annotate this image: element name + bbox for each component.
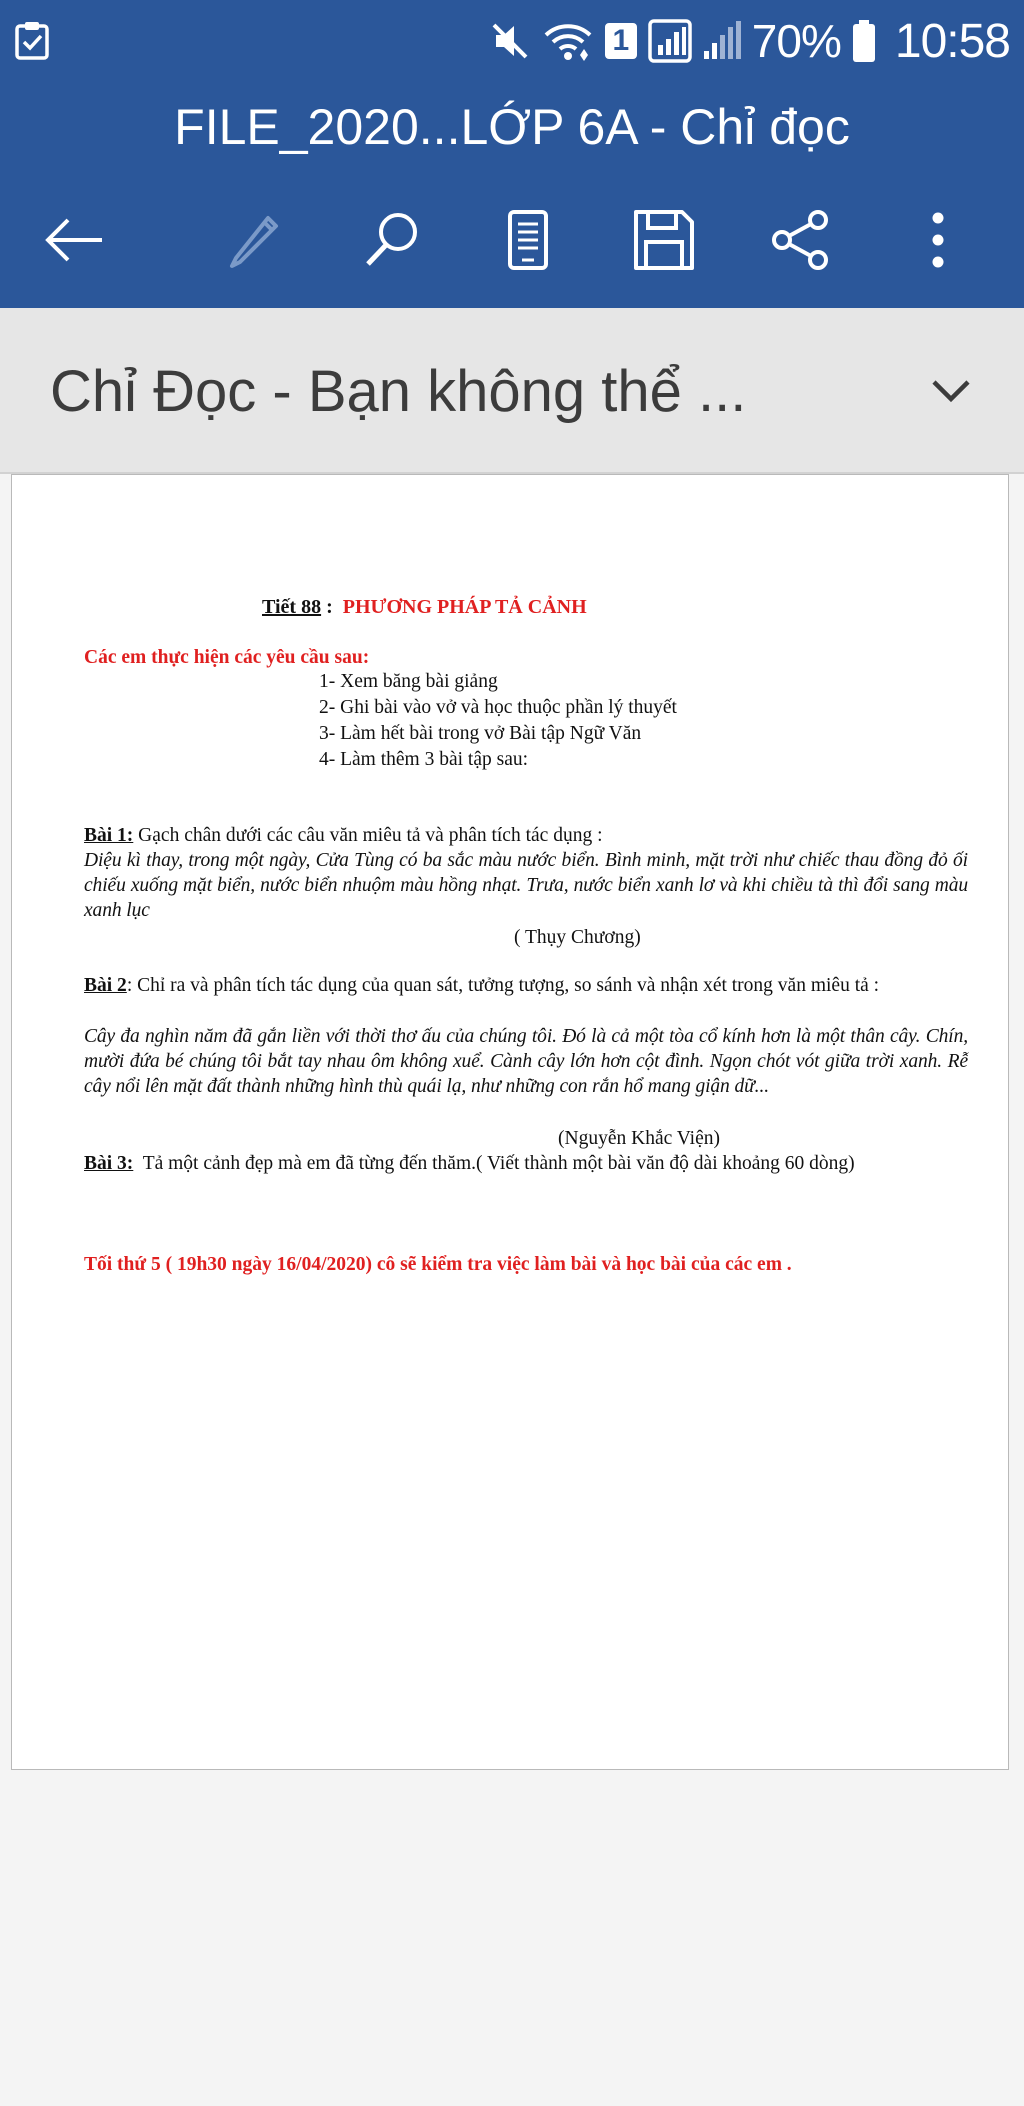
exercise-1-prompt-text: Gạch chân dưới các câu văn miêu tả và phân tích tác dụng :	[133, 825, 603, 846]
pencil-icon	[222, 208, 286, 272]
sim-slot-number: 1	[612, 24, 630, 57]
exercise-2-author: (Nguyễn Khắc Viện)	[558, 1128, 720, 1149]
chevron-down-icon[interactable]	[926, 366, 976, 416]
read-only-banner-text: Chỉ Đọc - Bạn không thể ...	[50, 359, 747, 424]
status-bar	[0, 0, 1024, 82]
exercise-1-passage: Diệu kì thay, trong một ngày, Cửa Tùng có ba sắc màu nước biển. Bình minh, mặt trời như chiếc thau đồng đỏ ối chiếu xuống mặt biển, nước biển nhuộm màu hồng nhạt. Trưa, nước biển xanh lơ và khi chiều tà thì đổi sang màu xanh lục	[84, 850, 968, 921]
document-title-bar	[0, 82, 1024, 172]
exercise-3-prompt	[84, 1151, 968, 1176]
save-button[interactable]	[624, 200, 704, 280]
task-1: 1- Xem băng bài giảng	[319, 671, 498, 692]
share-button[interactable]	[760, 200, 840, 280]
exercise-2-label: Bài 2	[84, 975, 127, 996]
exercise-2-prompt	[84, 973, 968, 998]
sim-slot-icon	[604, 21, 638, 61]
more-options-button[interactable]	[898, 200, 978, 280]
share-icon	[768, 208, 832, 272]
edit-button[interactable]	[214, 200, 294, 280]
read-only-banner[interactable]	[0, 308, 1024, 474]
clock: 10:58	[894, 14, 1010, 68]
mobile-view-icon	[496, 208, 560, 272]
exercise-1-author: ( Thụy Chương)	[514, 927, 641, 948]
search-icon	[360, 208, 424, 272]
deadline-note: Tối thứ 5 ( 19h30 ngày 16/04/2020) cô sẽ kiểm tra việc làm bài và học bài của các em .	[84, 1254, 792, 1275]
task-3: 3- Làm hết bài trong vở Bài tập Ngữ Văn	[319, 723, 642, 744]
signal-strength-icon	[702, 19, 742, 63]
back-button[interactable]	[34, 200, 114, 280]
task-4: 4- Làm thêm 3 bài tập sau:	[319, 749, 529, 770]
toolbar	[0, 172, 1024, 308]
document-title: FILE_2020...LỚP 6A - Chỉ đọc	[174, 99, 850, 155]
search-button[interactable]	[352, 200, 432, 280]
back-arrow-icon	[42, 208, 106, 272]
battery-percent: 70%	[751, 15, 841, 67]
lesson-label: Tiết 88	[262, 596, 322, 618]
wifi-icon	[542, 19, 594, 63]
exercise-1-label: Bài 1:	[84, 825, 134, 846]
more-vertical-icon	[906, 208, 970, 272]
exercise-2-prompt-text: : Chỉ ra và phân tích tác dụng của quan sát, tưởng tượng, so sánh và nhận xét trong văn miêu tả :	[126, 975, 880, 996]
exercise-3-label: Bài 3:	[84, 1153, 134, 1174]
exercise-2-passage: Cây đa nghìn năm đã gắn liền với thời thơ ấu của chúng tôi. Đó là cả một tòa cổ kính hơn là một thân cây. Chín, mười đứa bé chúng tôi bắt tay nhau ôm không xuể. Cành cây lớn hơn cột đình. Ngọn chót vót giữa trời xanh. Rễ cây nổi lên mặt đất thành những hình thù quái lạ, như những con rắn hổ mang giận dữ...	[84, 1026, 968, 1097]
save-icon	[632, 208, 696, 272]
task-check-icon	[14, 20, 50, 60]
exercise-3-prompt-text: Tả một cảnh đẹp mà em đã từng đến thăm.( Viết thành một bài văn độ dài khoảng 60 dòng)	[133, 1153, 855, 1174]
lesson-separator: :	[321, 596, 343, 618]
battery-icon	[851, 19, 877, 63]
exercise-1-prompt	[84, 823, 603, 848]
lesson-title: PHƯƠNG PHÁP TẢ CẢNH	[342, 596, 587, 618]
lesson-heading	[262, 595, 587, 620]
instructions-heading: Các em thực hiện các yêu cầu sau:	[84, 647, 370, 668]
mute-icon	[488, 19, 532, 63]
task-2: 2- Ghi bài vào vở và học thuộc phần lý thuyết	[319, 697, 677, 718]
mobile-view-button[interactable]	[488, 200, 568, 280]
document-page[interactable]	[11, 474, 1009, 1770]
signal-box-icon	[648, 19, 692, 63]
